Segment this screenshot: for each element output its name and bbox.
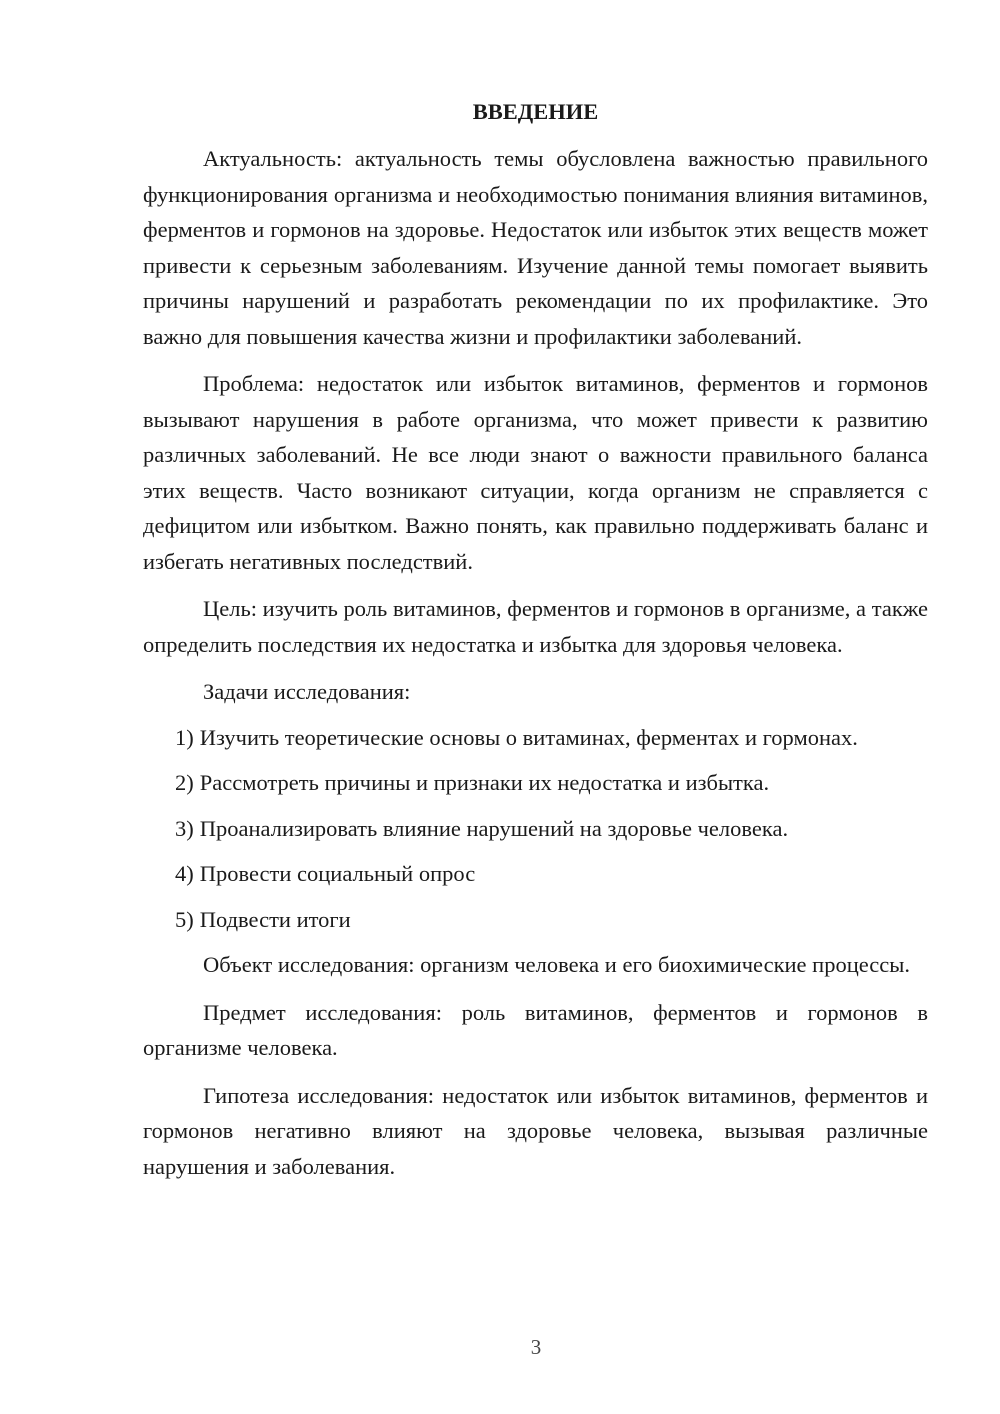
subject-paragraph: Предмет исследования: роль витаминов, ферментов и гормонов в организме человека. [143,999,928,1060]
task-text: Рассмотреть причины и признаки их недостатка и избытка. [199,770,770,795]
task-number: 4) [175,861,194,886]
hypothesis-paragraph: Гипотеза исследования: недостаток или избыток витаминов, ферментов и гормонов негативно влияют на здоровье человека, вызывая различные нарушения и заболевания. [143,1082,928,1179]
document-body [143,94,928,1196]
task-item [143,902,928,938]
task-number: 5) [175,906,194,932]
tasks-list [143,720,928,938]
task-text: Провести социальный опрос [199,861,476,886]
problem-paragraph: Проблема: недостаток или избыток витаминов, ферментов и гормонов вызывают нарушения в работе организма, что может привести к развитию различных заболеваний. Не все люди знают о важности правильного баланса этих веществ. Часто возникают ситуации, когда организм не справляется с дефицитом или избытком. Важно понять, как правильно поддерживать баланс и избегать негативных последствий. [143,371,928,574]
relevance-paragraph: Актуальность: актуальность темы обусловлена важностью правильного функционирования организма и необходимостью понимания влияния витаминов, ферментов и гормонов на здоровье. Недостаток или избыток этих веществ может привести к серьезным заболеваниям. Изучение данной темы помогает выявить причины нарушений и разработать рекомендации по их профилактике. Это важно для повышения качества жизни и профилактики заболеваний. [143,146,928,349]
task-number: 3) [175,815,194,841]
task-text: Подвести итоги [199,906,351,932]
section-title: ВВЕДЕНИЕ [472,99,599,124]
tasks-heading: Задачи исследования: [203,679,411,704]
task-text: Проанализировать влияние нарушений на здоровье человека. [199,815,789,841]
task-number: 2) [175,770,194,795]
task-item [143,811,928,847]
task-item [143,765,928,801]
page-number: 3 [530,1335,542,1359]
task-text: Изучить теоретические основы о витаминах, ферментах и гормонах. [199,724,858,750]
task-number: 1) [175,724,194,750]
task-item [143,720,928,756]
task-item [143,856,928,892]
goal-paragraph: Цель: изучить роль витаминов, ферментов и гормонов в организме, а также определить последствия их недостатка и избытка для здоровья человека. [143,596,928,657]
object-paragraph: Объект исследования: организм человека и его биохимические процессы. [203,952,911,977]
